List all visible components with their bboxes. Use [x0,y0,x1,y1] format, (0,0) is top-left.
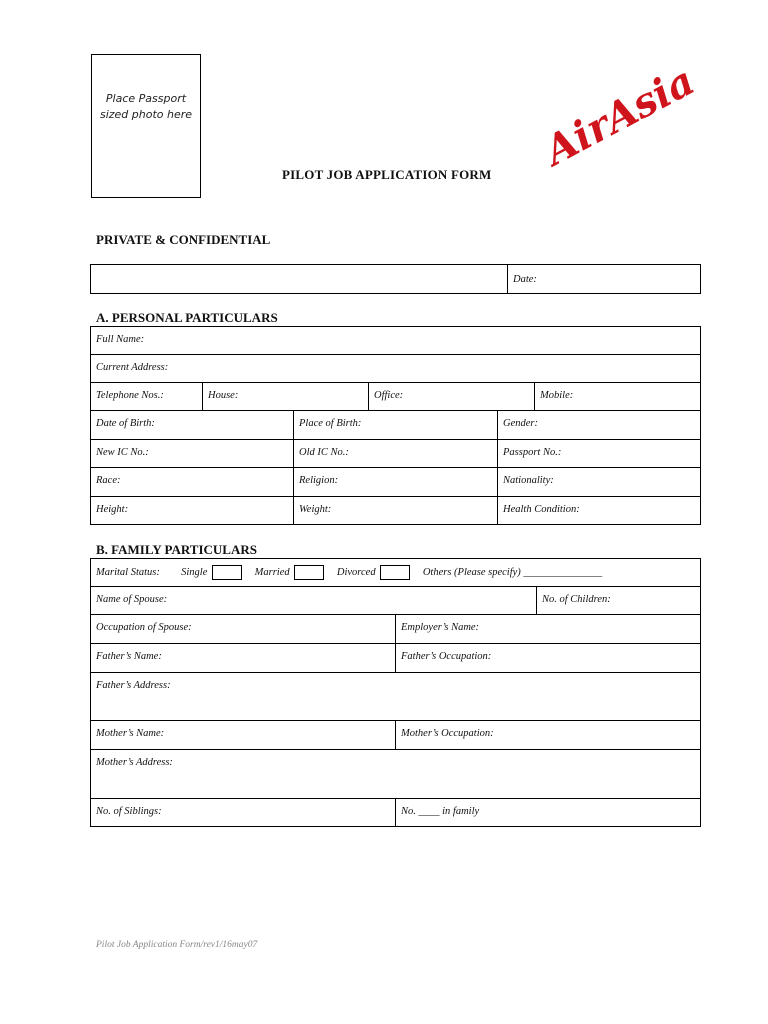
religion-field[interactable] [293,467,498,497]
spouse-occupation-field[interactable] [90,614,396,644]
old-ic-label: Old IC No.: [299,447,349,458]
religion-label: Religion: [299,475,339,486]
office-label: Office: [374,390,404,401]
gender-label: Gender: [503,418,538,429]
siblings-count-field[interactable] [90,798,396,827]
section-b-heading: B. FAMILY PARTICULARS [96,542,257,557]
single-label: Single [181,566,208,578]
divorced-label: Divorced [336,566,376,578]
pob-label: Place of Birth: [299,418,362,429]
marital-status-group [96,565,602,580]
family-position-label: No. ____ in family [401,806,480,817]
passport-photo-box [91,54,201,198]
reference-field[interactable] [90,264,508,294]
gender-field[interactable] [497,410,701,440]
employer-name-field[interactable] [395,614,701,644]
mother-occupation-field[interactable] [395,720,701,750]
family-position-field[interactable] [395,798,701,827]
siblings-count-label: No. of Siblings: [96,806,162,817]
pob-field[interactable] [293,410,498,440]
children-count-field[interactable] [536,586,701,615]
photo-instruction-line2: sized photo here [99,108,193,121]
full-name-label: Full Name: [96,334,145,345]
full-name-field[interactable] [90,326,701,355]
race-field[interactable] [90,467,294,497]
house-label: House: [208,390,239,401]
date-label: Date: [513,274,537,285]
mother-address-label: Mother’s Address: [96,757,173,768]
old-ic-field[interactable] [293,439,498,468]
current-address-field[interactable] [90,354,701,383]
spouse-name-label: Name of Spouse: [96,594,168,605]
office-phone-field[interactable] [368,382,535,411]
date-field[interactable] [507,264,701,294]
mother-name-label: Mother’s Name: [96,728,165,739]
svg-text:AirAsia: AirAsia [537,57,703,175]
new-ic-field[interactable] [90,439,294,468]
photo-instruction-line1: Place Passport [105,92,187,105]
new-ic-label: New IC No.: [96,447,149,458]
height-field[interactable] [90,496,294,525]
nationality-field[interactable] [497,467,701,497]
photo-instruction [92,91,200,123]
form-title: PILOT JOB APPLICATION FORM [282,167,492,182]
spouse-occupation-label: Occupation of Spouse: [96,622,192,633]
passport-field[interactable] [497,439,701,468]
marital-status-row [90,558,701,587]
marital-status-label: Marital Status: [96,566,160,578]
father-address-label: Father’s Address: [96,680,171,691]
weight-field[interactable] [293,496,498,525]
footer-revision: Pilot Job Application Form/rev1/16may07 [96,940,258,950]
health-condition-label: Health Condition: [503,504,580,515]
health-condition-field[interactable] [497,496,701,525]
current-address-label: Current Address: [96,362,169,373]
dob-label: Date of Birth: [96,418,155,429]
telephone-label-cell [90,382,203,411]
others-specify-field[interactable]: Others (Please specify) _______________ [422,566,603,578]
height-label: Height: [96,504,129,515]
race-label: Race: [96,475,121,486]
father-occupation-field[interactable] [395,643,701,673]
employer-name-label: Employer’s Name: [401,622,480,633]
house-phone-field[interactable] [202,382,369,411]
mobile-label: Mobile: [540,390,574,401]
father-name-field[interactable] [90,643,396,673]
mother-name-field[interactable] [90,720,396,750]
section-a-heading: A. PERSONAL PARTICULARS [96,310,278,325]
father-address-field[interactable] [90,672,701,721]
mobile-phone-field[interactable] [534,382,701,411]
divorced-checkbox[interactable] [380,565,410,580]
children-count-label: No. of Children: [542,594,611,605]
nationality-label: Nationality: [503,475,554,486]
father-name-label: Father’s Name: [96,651,162,662]
dob-field[interactable] [90,410,294,440]
spouse-name-field[interactable] [90,586,537,615]
confidential-label: PRIVATE & CONFIDENTIAL [96,232,271,247]
weight-label: Weight: [299,504,332,515]
telephone-label: Telephone Nos.: [96,390,164,401]
father-occupation-label: Father’s Occupation: [401,651,492,662]
passport-label: Passport No.: [503,447,562,458]
airasia-logo [536,57,703,175]
mother-occupation-label: Mother’s Occupation: [401,728,494,739]
mother-address-field[interactable] [90,749,701,799]
married-checkbox[interactable] [294,565,324,580]
married-label: Married [254,566,290,578]
single-checkbox[interactable] [212,565,242,580]
